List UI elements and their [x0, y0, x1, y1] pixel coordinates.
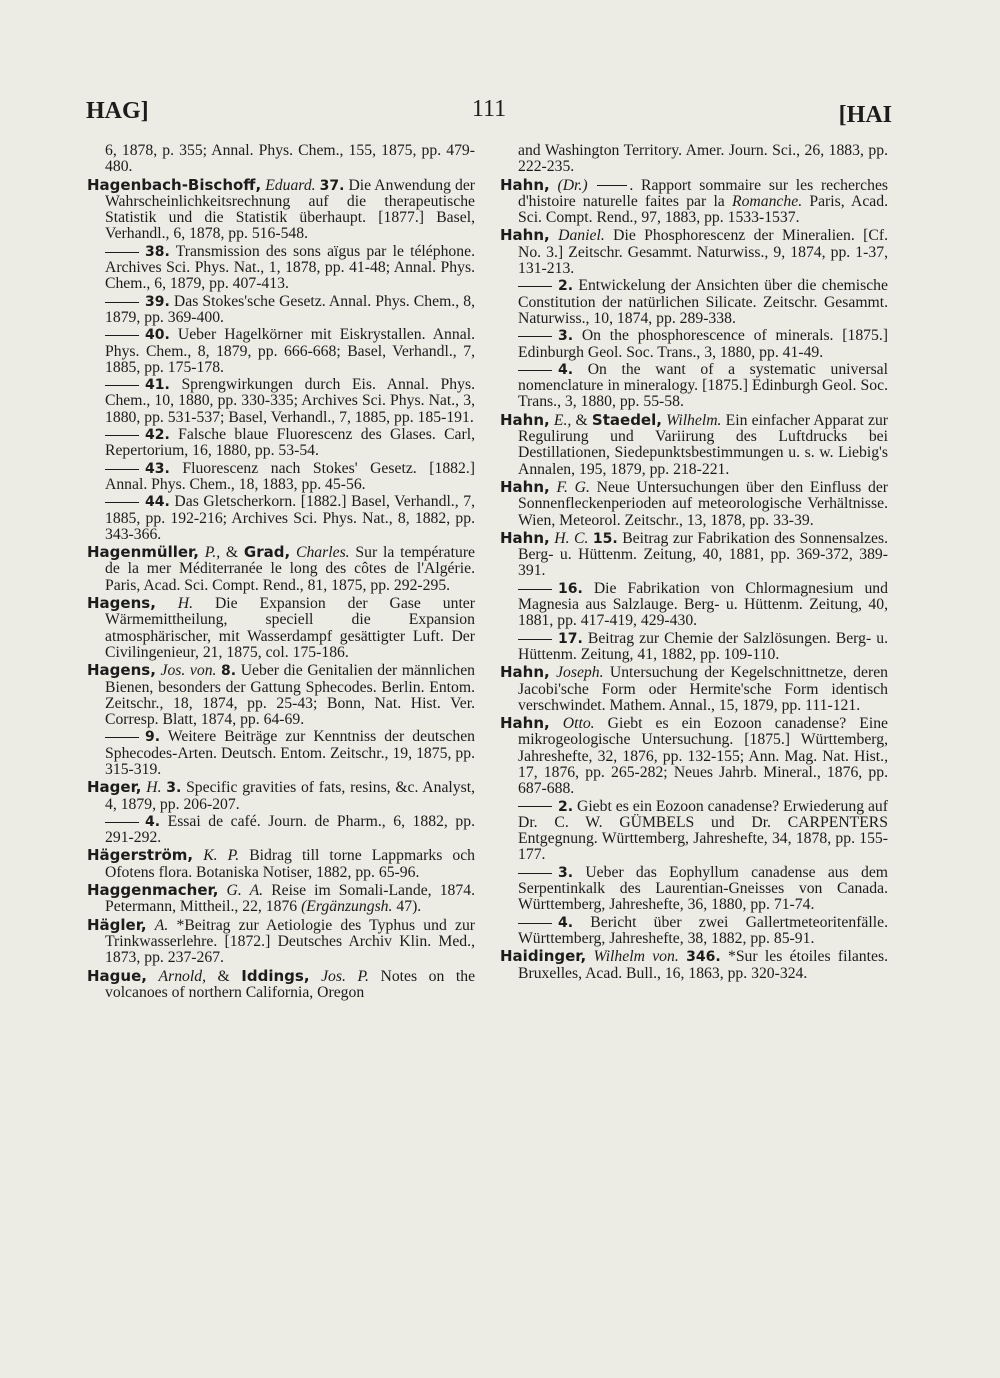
header-right: [HAI: [838, 102, 892, 128]
entry-number: 16.: [558, 580, 583, 597]
ditto-dash: [105, 302, 139, 303]
entry-text: and Washington Territory. Amer. Journ. Sci., 26, 1883, pp. 222-235.: [518, 142, 888, 176]
bibliography-entry: [87, 779, 475, 813]
entry-number: 2.: [558, 278, 574, 295]
ditto-dash: [105, 435, 139, 436]
author-name: Hagenbach-Bischoff,: [87, 175, 262, 194]
ditto-dash: [105, 469, 139, 470]
bibliography-entry: [87, 177, 475, 243]
ditto-dash: [597, 185, 627, 186]
sub-entry: [500, 865, 888, 914]
author-given-name: G. A.: [226, 882, 264, 900]
entry-text: Die Anwendung der Wahrscheinlichkeitsrechnung auf die therapeutische Statistik und die Statistik überhaupt. [1877.] Basel, Verhandl., 6, 1878, pp. 516-548.: [105, 176, 476, 243]
entry-number: 3.: [558, 328, 574, 345]
entry-text: . Rapport sommaire sur les recherches d'histoire naturelle faites par la: [518, 176, 889, 210]
entry-text-italic: (Ergänzungsh.: [301, 898, 393, 916]
bibliography-entry: [500, 664, 888, 714]
entry-text: Das Stokes'sche Gesetz. Annal. Phys. Chem., 8, 1879, pp. 369-400.: [105, 292, 475, 326]
entry-text: Sur la température de la mer Méditerranée le long des côtes de l'Algérie. Paris, Acad. Sci. Compt. Rend., 81, 1875, pp. 292-295.: [105, 544, 476, 594]
sub-entry: [500, 799, 888, 864]
author-name: Haggenmacher,: [87, 881, 219, 900]
left-column: [87, 143, 475, 1002]
bibliography-entry: [87, 662, 475, 728]
bibliography-entry: [500, 530, 888, 580]
sub-entry: [87, 461, 475, 494]
ditto-dash: [105, 822, 139, 823]
entry-text: Specific gravities of fats, resins, &c. Analyst, 4, 1879, pp. 206-207.: [105, 779, 476, 813]
author-given-name: E.,: [553, 411, 572, 429]
author-name: Hague,: [87, 966, 147, 985]
right-column: [500, 143, 888, 983]
entry-text: Bidrag till torne Lappmarks och Ofotens flora. Botaniska Notiser, 1882, pp. 65-96.: [105, 847, 476, 881]
entry-text: Neue Untersuchungen über den Einfluss der Sonnenfleckenperioden auf meteorologische Verhältnisse. Wien, Meteorol. Zeitschr., 13, 1878, pp. 33-39.: [518, 478, 889, 529]
entry-text: Fluorescenz nach Stokes' Gesetz. [1882.] Annal. Phys. Chem., 18, 1883, pp. 45-56.: [105, 459, 476, 493]
entry-text-tail: 47).: [396, 898, 422, 916]
ditto-dash: [518, 639, 552, 640]
entry-number: 3.: [166, 780, 182, 797]
ditto-dash: [105, 385, 139, 386]
author-given-name: H.: [177, 595, 194, 613]
entry-text: *Sur les étoiles filantes. Bruxelles, Acad. Bull., 16, 1863, pp. 320-324.: [518, 948, 889, 982]
bibliography-entry: Hague, Arnold, & Iddings, Jos. P. Notes on the volcanoes of northern California, Oregon: [87, 966, 476, 1001]
author-given-name: (Dr.): [557, 176, 588, 194]
entry-number: 43.: [145, 460, 170, 477]
continued-entry: [500, 143, 888, 176]
entry-text: Transmission des sons aïgus par le téléphone. Archives Sci. Phys. Nat., 1, 1878, pp. 41-48; Annal. Phys. Chem., 6, 1879, pp. 407-413.: [105, 242, 475, 293]
entry-text: Die Fabrikation von Chlormagnesium und Magnesia aus Salzlauge. Berg- u. Hüttenm. Zeitung, 40, 1881, pp. 417-419, 429-430.: [518, 579, 888, 630]
author-name: Hagens,: [87, 661, 156, 680]
sub-entry: [500, 328, 888, 361]
ditto-dash: [518, 336, 552, 337]
author-name: Haidinger,: [500, 947, 587, 966]
running-header: [86, 96, 892, 136]
author-given-name: H.: [146, 779, 162, 797]
ditto-dash: [105, 252, 139, 253]
author-given-name: P.,: [204, 544, 221, 562]
entry-number: 3.: [558, 864, 574, 881]
entry-text: Die Expansion der Gase unter Wärmemittheilung, speciell die Expansion atmosphärischer, mit Wasserdampf gesättigter Luft. Der Civilingenieur, 21, 1875, col. 175-186.: [105, 595, 475, 661]
entry-text: Reise im Somali-Lande, 1874. Petermann, Mittheil., 22, 1876: [105, 882, 475, 916]
author-given-name: Joseph.: [556, 664, 604, 682]
entry-number: 41.: [145, 377, 170, 394]
entry-text: Weitere Beiträge zur Kenntniss der deutschen Sphecodes-Arten. Deutsch. Entom. Zeitschr., 19, 1875, pp. 315-319.: [105, 728, 475, 778]
entry-number: 4.: [145, 813, 161, 830]
author-given-name: H. C.: [554, 529, 589, 547]
entry-number: 38.: [145, 243, 170, 260]
entry-text: On the want of a systematic universal nomenclature in mineralogy. [1875.] Edinburgh Geol. Soc. Trans., 3, 1880, pp. 55-58.: [518, 360, 888, 411]
bibliography-entry: [500, 948, 888, 982]
bibliography-entry: [500, 715, 888, 797]
entry-text: Das Gletscherkorn. [1882.] Basel, Verhandl., 7, 1885, pp. 192-216; Archives Sci. Phys. Nat., 8, 1882, pp. 343-366.: [105, 493, 476, 543]
coauthor-given-name: Wilhelm.: [666, 411, 722, 429]
coauthor-name: Grad,: [243, 543, 291, 562]
sub-entry: [500, 362, 888, 411]
entry-number: 4.: [558, 914, 574, 931]
bibliography-entry: [500, 479, 888, 529]
entry-number: 346.: [686, 949, 721, 966]
sub-entry: [87, 327, 475, 376]
sub-entry: [87, 244, 475, 293]
author-given-name: K. P.: [203, 847, 240, 865]
author-name: Hahn,: [500, 175, 550, 194]
entry-number: 9.: [145, 729, 161, 746]
sub-entry: [500, 631, 888, 664]
author-given-name: Wilhelm von.: [593, 948, 679, 966]
author-given-name: Daniel.: [558, 227, 605, 245]
entry-text: Ueber die Genitalien der männlichen Bienen, besonders der Gattung Sphecodes. Berlin. Entom. Zeitschr., 18, 1874, pp. 25-43; Bonn, Nat. Hist. Ver. Corresp. Blatt, 1874, pp. 64-69.: [105, 662, 476, 729]
entry-text: Ueber das Eophyllum canadense aus dem Serpentinkalk des Laurentian-Gneisses von Canada. Württemberg, Jahreshefte, 36, 1880, pp. 71-74.: [518, 863, 889, 914]
author-name: Hagens,: [87, 594, 156, 613]
bibliography-entry: [87, 917, 475, 967]
author-name: Hahn,: [500, 663, 550, 682]
entry-number: 40.: [145, 327, 170, 344]
bibliography-entry: [87, 847, 475, 881]
entry-text: On the phosphorescence of minerals. [1875.] Edinburgh Geol. Soc. Trans., 3, 1880, pp. 41-49.: [518, 327, 888, 361]
sub-entry: [87, 729, 475, 778]
entry-text: Bericht über zwei Gallertmeteoritenfälle. Württemberg, Jahreshefte, 38, 1882, pp. 85-91.: [518, 913, 888, 947]
ditto-dash: [518, 923, 552, 924]
sub-entry: [500, 915, 888, 948]
entry-number: 17.: [558, 630, 583, 647]
entry-text: Ein einfacher Apparat zur Regulirung und Variirung des Luftdrucks bei Destillationen, Siedepunktsbestimmungen u. s. w. Liebig's Annalen, 195, 1879, pp. 218-221.: [518, 411, 889, 478]
entry-text: Notes on the volcanoes of northern California, Oregon: [105, 967, 476, 1001]
sub-entry: [500, 581, 888, 630]
sub-entry: [87, 494, 475, 543]
author-name: Hahn,: [500, 714, 550, 733]
ditto-dash: [105, 335, 139, 336]
author-name: Hahn,: [500, 528, 550, 547]
author-name: Hägler,: [87, 915, 147, 934]
author-given-name: Arnold,: [158, 967, 207, 985]
entry-text-tail: Paris, Acad. Sci. Compt. Rend., 97, 1883, pp. 1533-1537.: [518, 192, 889, 227]
page-number: 111: [471, 96, 507, 122]
author-name: Hahn,: [500, 477, 550, 496]
entry-number: 42.: [145, 427, 170, 444]
author-name: Hagenmüller,: [87, 543, 199, 562]
author-name: Hahn,: [500, 410, 550, 429]
bibliography-entry: [500, 177, 888, 227]
continued-entry: [87, 143, 475, 176]
sub-entry: [87, 377, 475, 426]
ditto-dash: [518, 873, 552, 874]
author-name: Hager,: [87, 778, 142, 797]
author-name: Hahn,: [500, 226, 550, 245]
entry-text: Entwickelung der Ansichten über die chemische Constitution der natürlichen Silicate. Zeitschr. Gesammt. Naturwiss., 10, 1874, pp. 289-338.: [518, 277, 888, 327]
ditto-dash: [105, 502, 139, 503]
author-given-name: Jos. von.: [160, 662, 217, 680]
coauthor-name: Staedel,: [591, 410, 662, 429]
ditto-dash: [105, 737, 139, 738]
entry-text: Falsche blaue Fluorescenz des Glases. Carl, Repertorium, 16, 1880, pp. 53-54.: [105, 426, 476, 460]
coauthor-name: Iddings,: [241, 966, 310, 985]
ditto-dash: [518, 286, 552, 287]
bibliography-entry: Hagenmüller, P., & Grad, Charles. Sur la température de la mer Méditerranée le long des côtes de l'Algérie. Paris, Acad. Sci. Compt. Rend., 81, 1875, pp. 292-295.: [87, 543, 476, 594]
bibliography-entry: [500, 227, 888, 277]
entry-text: Sprengwirkungen durch Eis. Annal. Phys. Chem., 10, 1880, pp. 330-335; Archives Sci. Phys. Nat., 3, 1880, pp. 531-537; Basel, Verhandl., 7, 1885, pp. 185-191.: [105, 376, 475, 426]
entry-number: 2.: [558, 798, 574, 815]
entry-text: Giebt es ein Eozoon canadense? Erwiederung auf Dr. C. W. GÜMBELS und Dr. CARPENTERS Entgegnung. Württemberg, Jahreshefte, 34, 1878, pp. 155-177.: [518, 797, 888, 864]
author-given-name: Otto.: [562, 715, 595, 733]
coauthor-given-name: Charles.: [296, 544, 350, 562]
entry-number: 8.: [221, 663, 237, 680]
entry-text: Untersuchung der Kegelschnittnetze, deren Jacobi'sche Form oder Hermite'sche Form identisch verschwindet. Mathem. Annal., 15, 1879, pp. 111-121.: [518, 664, 889, 714]
header-left: HAG]: [86, 98, 149, 124]
sub-entry: [87, 294, 475, 327]
entry-text-italic: Romanche.: [731, 192, 803, 210]
bibliography-entry: [87, 882, 475, 916]
author-given-name: A.: [154, 916, 169, 934]
bibliography-entry: [87, 595, 475, 661]
entry-text: Beitrag zur Fabrikation des Sonnensalzes. Berg- u. Hüttenm. Zeitung, 40, 1881, pp. 369-372, 389-391.: [518, 529, 889, 580]
ditto-dash: [518, 370, 552, 371]
entry-number: 37.: [319, 177, 345, 194]
author-given-name: Eduard.: [265, 176, 316, 194]
entry-number: 15.: [592, 530, 618, 547]
sub-entry: [87, 427, 475, 460]
entry-text: Beitrag zur Chemie der Salzlösungen. Berg- u. Hüttenm. Zeitung, 41, 1882, pp. 109-110.: [518, 629, 889, 663]
bibliography-entry: Hahn, E., & Staedel, Wilhelm. Ein einfacher Apparat zur Regulirung und Variirung des Luftdrucks bei Destillationen, Siedepunktsbestimmungen u. s. w. Liebig's Annalen, 195, 1879, pp. 218-221.: [500, 410, 889, 478]
ditto-dash: [518, 589, 552, 590]
entry-text: Giebt es ein Eozoon canadense? Eine mikrogeologische Untersuchung. [1875.] Württemberg, Jahreshefte, 32, 1876, pp. 132-155; Ann. Mag. Nat. Hist., 17, 1876, pp. 265-282; Neues Jahrb. Mineral., 1876, pp. 687-688.: [518, 715, 889, 798]
entry-text: Essai de café. Journ. de Pharm., 6, 1882, pp. 291-292.: [105, 812, 475, 847]
entry-text: Die Phosphorescenz der Mineralien. [Cf. No. 3.] Zeitschr. Gesammt. Naturwiss., 9, 1874, pp. 1-37, 131-213.: [518, 227, 889, 278]
sub-entry: [87, 814, 475, 847]
ditto-dash: [518, 806, 552, 807]
entry-text: Ueber Hagelkörner mit Eiskrystallen. Annal. Phys. Chem., 8, 1879, pp. 666-668; Basel, Verhandl., 7, 1885, pp. 175-178.: [105, 326, 475, 376]
entry-number: 44.: [145, 494, 170, 511]
sub-entry: [500, 278, 888, 327]
entry-number: 4.: [558, 361, 574, 378]
author-given-name: F. G.: [556, 478, 590, 496]
coauthor-given-name: Jos. P.: [321, 967, 369, 985]
entry-text: 6, 1878, p. 355; Annal. Phys. Chem., 155, 1875, pp. 479-480.: [105, 142, 475, 176]
author-name: Hägerström,: [87, 846, 194, 865]
entry-text: *Beitrag zur Aetiologie des Typhus und zur Trinkwasserlehre. [1872.] Deutsches Archiv Klin. Med., 1873, pp. 237-267.: [105, 916, 476, 967]
entry-number: 39.: [145, 293, 170, 310]
